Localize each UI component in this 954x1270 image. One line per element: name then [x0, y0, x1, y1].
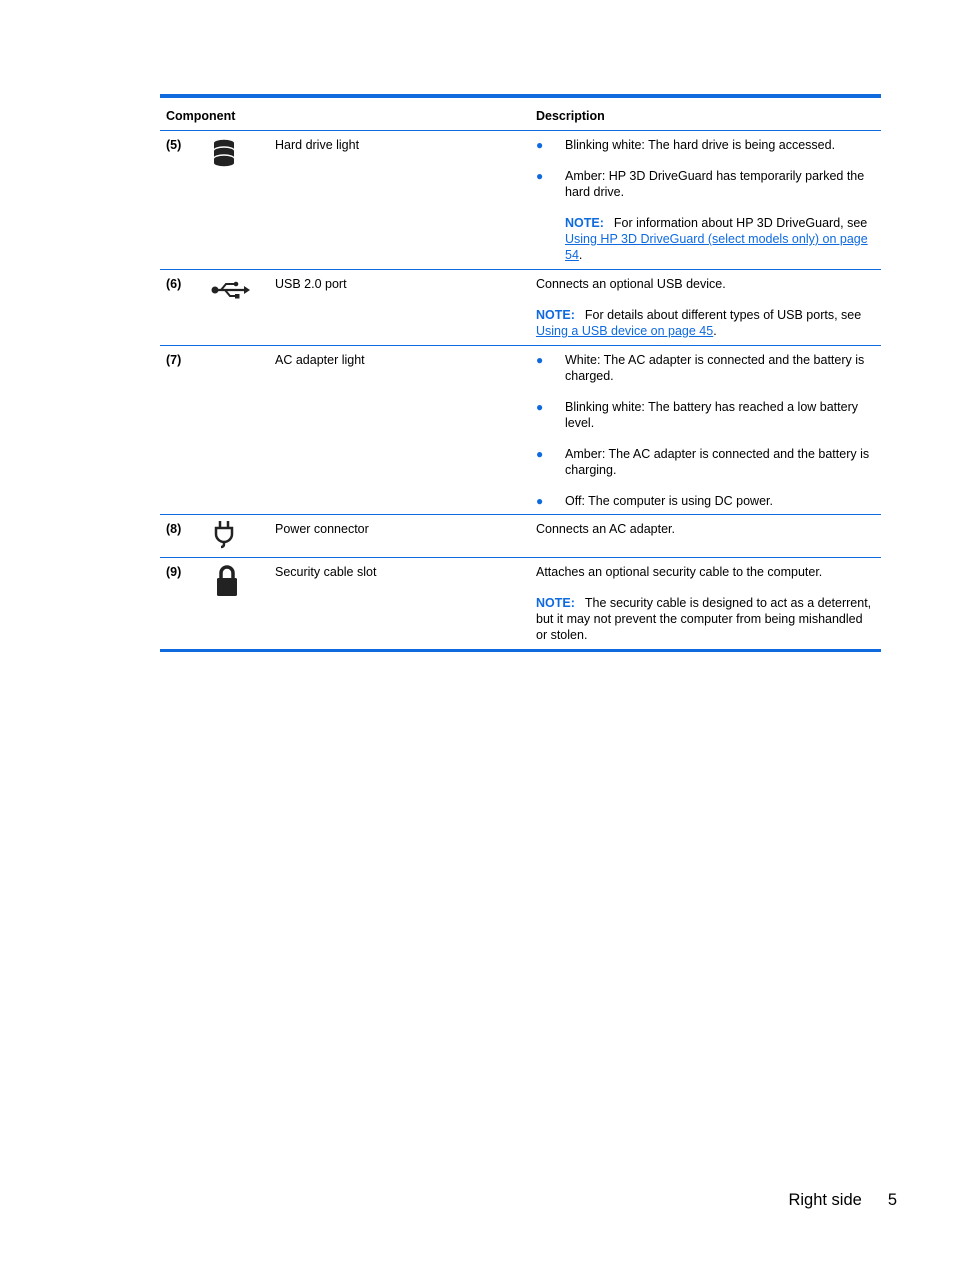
table-header-row [160, 98, 881, 130]
table-row [160, 346, 881, 514]
note-label: NOTE: [536, 308, 575, 322]
component-name: AC adapter light [275, 353, 365, 367]
row-number: (8) [166, 522, 182, 536]
description-text: Connects an AC adapter. [536, 522, 675, 536]
lock-icon [215, 564, 239, 598]
note-label: NOTE: [565, 216, 604, 230]
bullet-item: ● Off: The computer is using DC power. [536, 494, 773, 508]
table-bottom-rule [160, 649, 881, 652]
component-description [536, 137, 876, 263]
usb-device-link[interactable]: Using a USB device on page 45 [536, 324, 714, 338]
component-name: Hard drive light [275, 138, 360, 152]
page-footer [788, 1192, 897, 1208]
component-description [536, 352, 876, 524]
component-name: USB 2.0 port [275, 277, 347, 291]
component-description [536, 564, 876, 643]
components-table [160, 94, 881, 652]
row-number: (9) [166, 565, 182, 579]
bullet-dot-icon: ● [536, 169, 544, 183]
table-row [160, 558, 881, 649]
usb-icon [210, 274, 250, 306]
bullet-dot-icon: ● [536, 400, 544, 414]
note: NOTE: The security cable is designed to act as a deterrent, but it may not prevent the computer from being mishandled or stolen. [536, 596, 872, 642]
row-number: (5) [166, 138, 182, 152]
bullet-dot-icon: ● [536, 447, 544, 461]
component-description [536, 521, 876, 537]
power-plug-icon [212, 519, 236, 549]
note: NOTE: For information about HP 3D DriveGuard, see Using HP 3D DriveGuard (select models only) on page 54. [565, 216, 868, 262]
driveguard-link[interactable]: Using HP 3D DriveGuard (select models only) on page 54 [565, 232, 868, 262]
header-description: Description [536, 109, 605, 123]
table-row [160, 515, 881, 557]
note: NOTE: For details about different types of USB ports, see Using a USB device on page 45. [536, 308, 862, 338]
component-name: Security cable slot [275, 565, 377, 579]
bullet-item: ● Blinking white: The battery has reached a low battery level. [536, 400, 858, 430]
bullet-item: ● Amber: The AC adapter is connected and the battery is charging. [536, 447, 870, 477]
bullet-item: ● White: The AC adapter is connected and the battery is charged. [536, 353, 865, 383]
description-text: Attaches an optional security cable to the computer. [536, 565, 823, 579]
bullet-item: ● Amber: HP 3D DriveGuard has temporarily parked the hard drive. [536, 169, 865, 199]
bullet-dot-icon: ● [536, 353, 544, 367]
bullet-dot-icon: ● [536, 138, 544, 152]
row-number: (6) [166, 277, 182, 291]
component-name: Power connector [275, 522, 369, 536]
header-component: Component [166, 109, 236, 123]
component-description [536, 276, 876, 339]
note-label: NOTE: [536, 596, 575, 610]
hard-drive-icon [210, 138, 242, 170]
footer-section-title: Right side [788, 1191, 862, 1209]
table-row [160, 131, 881, 269]
bullet-item: ● Blinking white: The hard drive is being accessed. [536, 138, 836, 152]
bullet-dot-icon: ● [536, 494, 544, 508]
page-number: 5 [887, 1191, 897, 1209]
description-text: Connects an optional USB device. [536, 277, 726, 291]
table-row [160, 270, 881, 345]
row-number: (7) [166, 353, 182, 367]
